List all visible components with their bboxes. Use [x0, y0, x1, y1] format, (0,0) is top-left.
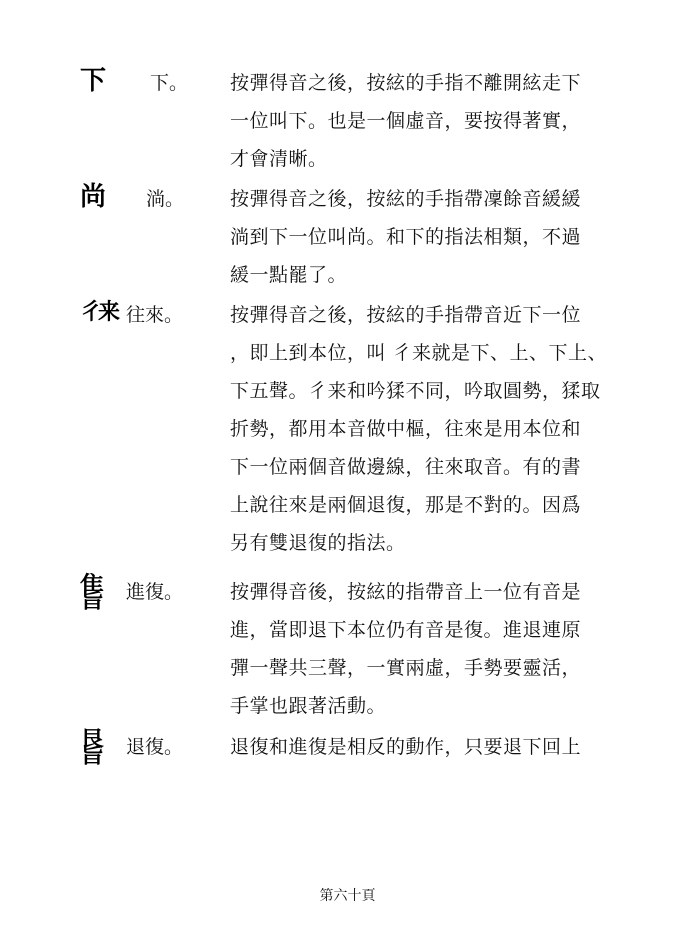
description-line: 彈一聲共三聲，一實兩虛，手勢要靈活，	[230, 657, 582, 679]
description-xia	[230, 64, 620, 178]
page-number: 第六十頁	[319, 888, 376, 904]
description-line: 退復和進復是相反的動作，只要退下回上	[230, 736, 582, 758]
description-line: 淌到下一位叫尚。和下的指法相類，不過	[230, 226, 582, 248]
symbol-wanglai: 彳来	[80, 300, 117, 325]
description-line: 另有雙退復的指法。	[230, 532, 406, 554]
term-tang: 淌。	[146, 188, 185, 210]
symbol-jinfu: 隹 旨	[80, 571, 104, 613]
description-line: 按彈得音之後，按絃的手指帶凜餘音緩緩	[230, 188, 582, 210]
symbol-tuifu: 艮 旨	[80, 726, 104, 768]
term-xia: 下。	[150, 72, 189, 94]
description-wanglai	[230, 296, 620, 562]
description-line: 才會清晰。	[230, 148, 328, 170]
description-line: 折勢，都用本音做中樞，往來是用本位和	[230, 418, 582, 440]
description-line: 按彈得音後，按絃的指帶音上一位有音是	[230, 581, 582, 603]
term-jinfu: 進復。	[126, 581, 184, 603]
symbol-shang: 尚	[80, 182, 105, 212]
term-tuifu: 退復。	[126, 736, 184, 758]
description-tuifu	[230, 728, 620, 766]
description-line: 緩一點罷了。	[230, 264, 348, 286]
description-line: 按彈得音之後，按絃的手指帶音近下一位	[230, 304, 582, 326]
symbol-xia: 下	[80, 66, 105, 96]
description-line: 上說往來是兩個退復，那是不對的。因爲	[230, 494, 582, 516]
description-line: 按彈得音之後，按絃的手指不離開絃走下	[230, 72, 582, 94]
description-line: 手掌也跟著活動。	[230, 695, 387, 717]
description-jinfu	[230, 573, 620, 725]
description-line: 一位叫下。也是一個虛音，要按得著實，	[230, 110, 582, 132]
description-line: 進，當即退下本位仍有音是復。進退連原	[230, 619, 582, 641]
description-line: 下五聲。彳来和吟猱不同，吟取圓勢，猱取	[230, 380, 601, 402]
description-line: 下一位兩個音做邊線，往來取音。有的書	[230, 456, 582, 478]
description-tang	[230, 180, 620, 294]
description-line: ，即上到本位，叫 彳来就是下、上、下上、	[230, 342, 608, 364]
term-wanglai: 往來。	[126, 304, 184, 326]
